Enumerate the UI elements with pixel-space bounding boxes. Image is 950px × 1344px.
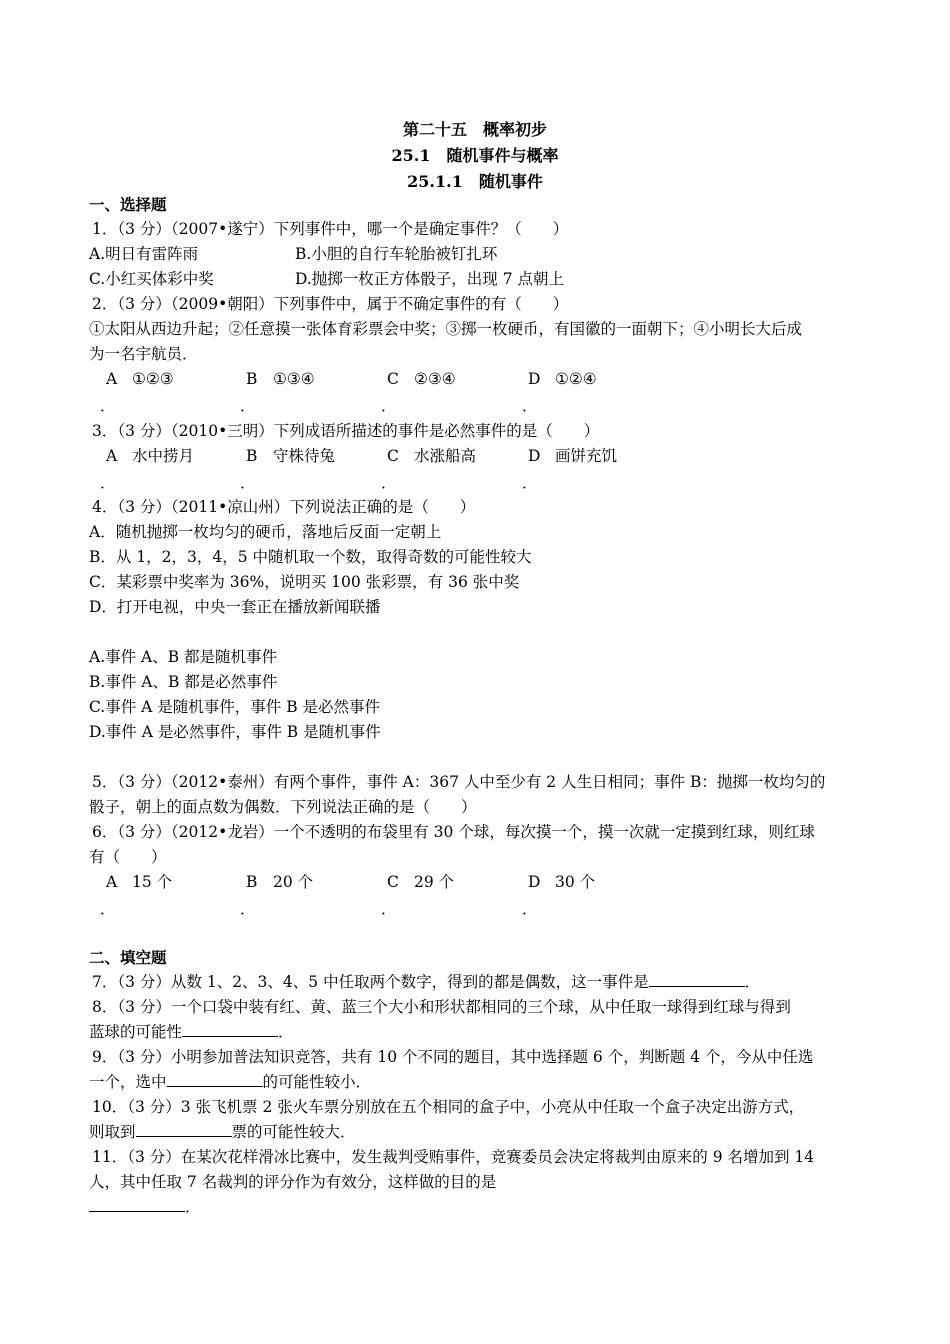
q3-option-c-text: 水涨船高 [414, 447, 477, 465]
q11-stem-line2: 人，其中任取 7 名裁判的评分作为有效分，这样做的目的是 [89, 1173, 497, 1191]
q2-option-d-text: ①②④ [555, 370, 597, 388]
q4-option-d: D．打开电视，中央一套正在播放新闻联播 [89, 598, 381, 616]
q4-option-b: B．从 1，2，3，4，5 中随机取一个数，取得奇数的可能性较大 [89, 548, 532, 566]
q8-answer-blank[interactable] [182, 1022, 278, 1037]
q3-option-d-letter: D [528, 447, 541, 465]
q9-stem: 9．（3 分）小明参加普法知识竞答，共有 10 个不同的题目，其中选择题 6 个，判断题 4 个，今从中任选 [92, 1048, 814, 1066]
q2-option-d-dot: ． [522, 397, 538, 415]
q11-answer-blank[interactable] [89, 1197, 185, 1212]
chapter-title: 第二十五 概率初步 [402, 120, 547, 139]
q7-line [92, 972, 760, 992]
q6-option-b-letter: B [246, 873, 258, 891]
q2-option-d-letter: D [528, 370, 541, 388]
q5-option-b: B.事件 A、B 都是必然事件 [89, 673, 278, 691]
q3-option-b-dot: ． [240, 474, 256, 492]
q3-option-c-letter: C [387, 447, 399, 465]
q6-option-d-dot: ． [522, 900, 538, 918]
q10-answer-blank[interactable] [136, 1122, 232, 1137]
q8-text: 蓝球的可能性 [89, 1023, 183, 1041]
q2-option-a-text: ①②③ [132, 370, 174, 388]
q1-option-b: B.小胆的自行车轮胎被钉扎环 [295, 245, 498, 263]
q3-stem: 3．（3 分）（2010•三明）下列成语所描述的事件是必然事件的是（ ） [92, 422, 600, 440]
q5-stem-line2: 骰子，朝上的面点数为偶数．下列说法正确的是（ ） [89, 798, 477, 816]
q2-option-c-letter: C [387, 370, 399, 388]
q3-option-b-text: 守株待兔 [273, 447, 336, 465]
q3-option-c-dot: ． [381, 474, 397, 492]
q11-end: ． [185, 1198, 201, 1216]
q6-option-a-dot: ． [100, 900, 116, 918]
q6-option-a-text: 15 个 [132, 873, 173, 891]
q6-option-c-text: 29 个 [414, 873, 455, 891]
q9-text: 一个，选中 [89, 1073, 167, 1091]
q8-stem: 8．（3 分）一个口袋中装有红、黄、蓝三个大小和形状都相同的三个球，从中任取一球得到红球与得到 [92, 998, 791, 1016]
q2-option-b-text: ①③④ [273, 370, 315, 388]
q2-option-a-letter: A [106, 370, 118, 388]
q6-stem-line2: 有（ ） [89, 848, 167, 866]
q3-option-d-text: 画饼充饥 [555, 447, 618, 465]
q9-end: 的可能性较小． [262, 1073, 372, 1091]
q11-stem: 11．（3 分）在某次花样滑冰比赛中，发生裁判受贿事件，竞赛委员会决定将裁判由原来的 9 名增加到 14 [92, 1148, 815, 1166]
q9-line2 [89, 1072, 371, 1092]
q2-option-b-dot: ． [240, 397, 256, 415]
q6-option-d-letter: D [528, 873, 541, 891]
q9-answer-blank[interactable] [167, 1072, 263, 1087]
q4-option-a: A．随机抛掷一枚均匀的硬币，落地后反面一定朝上 [89, 523, 442, 541]
subsection-title: 25.1.1 随机事件 [407, 172, 543, 191]
q5-option-c: C.事件 A 是随机事件，事件 B 是必然事件 [89, 698, 381, 716]
q6-option-a-letter: A [106, 873, 118, 891]
q7-answer-blank[interactable] [649, 972, 745, 987]
q6-option-b-dot: ． [240, 900, 256, 918]
q7-text: 7．（3 分）从数 1、2、3、4、5 中任取两个数字，得到的都是偶数，这一事件是 [92, 973, 649, 991]
q2-option-a-dot: ． [100, 397, 116, 415]
section-title: 25.1 随机事件与概率 [391, 146, 559, 165]
q7-end: ． [744, 973, 761, 991]
q5-option-a: A.事件 A、B 都是随机事件 [89, 648, 278, 666]
q2-stem: 2．（3 分）（2009•朝阳）下列事件中，属于不确定事件的有（ ） [92, 295, 569, 313]
q1-option-c: C.小红买体彩中奖 [89, 270, 214, 288]
q10-line2 [89, 1122, 356, 1142]
q8-end: ． [278, 1023, 294, 1041]
section1-heading: 一、选择题 [89, 195, 167, 214]
q6-option-c-dot: ． [381, 900, 397, 918]
q3-option-a-letter: A [106, 447, 118, 465]
q2-option-b-letter: B [246, 370, 258, 388]
q6-option-d-text: 30 个 [555, 873, 596, 891]
q2-option-c-text: ②③④ [414, 370, 456, 388]
q6-option-b-text: 20 个 [273, 873, 314, 891]
q8-line2 [89, 1022, 294, 1042]
q3-option-d-dot: ． [522, 474, 538, 492]
q10-text: 则取到 [89, 1123, 136, 1141]
q10-stem: 10．（3 分）3 张飞机票 2 张火车票分别放在五个相同的盒子中，小亮从中任取一个盒子决定出游方式， [92, 1098, 805, 1116]
q3-option-a-dot: ． [100, 474, 116, 492]
q1-option-d: D.抛掷一枚正方体骰子，出现 7 点朝上 [295, 270, 565, 288]
q4-stem: 4．（3 分）（2011•凉山州）下列说法正确的是（ ） [92, 498, 476, 516]
q2-option-c-dot: ． [381, 397, 397, 415]
q3-option-b-letter: B [246, 447, 258, 465]
q3-option-a-text: 水中捞月 [132, 447, 195, 465]
q10-end: 票的可能性较大． [231, 1123, 356, 1141]
q4-option-c: C．某彩票中奖率为 36%，说明买 100 张彩票，有 36 张中奖 [89, 573, 520, 591]
q1-option-a: A.明日有雷阵雨 [89, 245, 199, 263]
q11-line3 [89, 1197, 201, 1217]
q5-option-d: D.事件 A 是必然事件，事件 B 是随机事件 [89, 723, 381, 741]
q6-option-c-letter: C [387, 873, 399, 891]
q2-stem-line2: ①太阳从西边升起；②任意摸一张体育彩票会中奖；③掷一枚硬币，有国徽的一面朝下；④小明长大后成 [89, 320, 803, 338]
q2-stem-line3: 为一名宇航员． [89, 345, 198, 363]
section2-heading: 二、填空题 [89, 948, 167, 967]
q1-stem: 1．（3 分）（2007•遂宁）下列事件中，哪一个是确定事件？（ ） [92, 220, 569, 238]
q6-stem: 6．（3 分）（2012•龙岩）一个不透明的布袋里有 30 个球，每次摸一个，摸一次就一定摸到红球，则红球 [92, 823, 815, 841]
q5-stem: 5．（3 分）（2012•泰州）有两个事件，事件 A：367 人中至少有 2 人生日相同；事件 B：抛掷一枚均匀的 [92, 773, 826, 791]
